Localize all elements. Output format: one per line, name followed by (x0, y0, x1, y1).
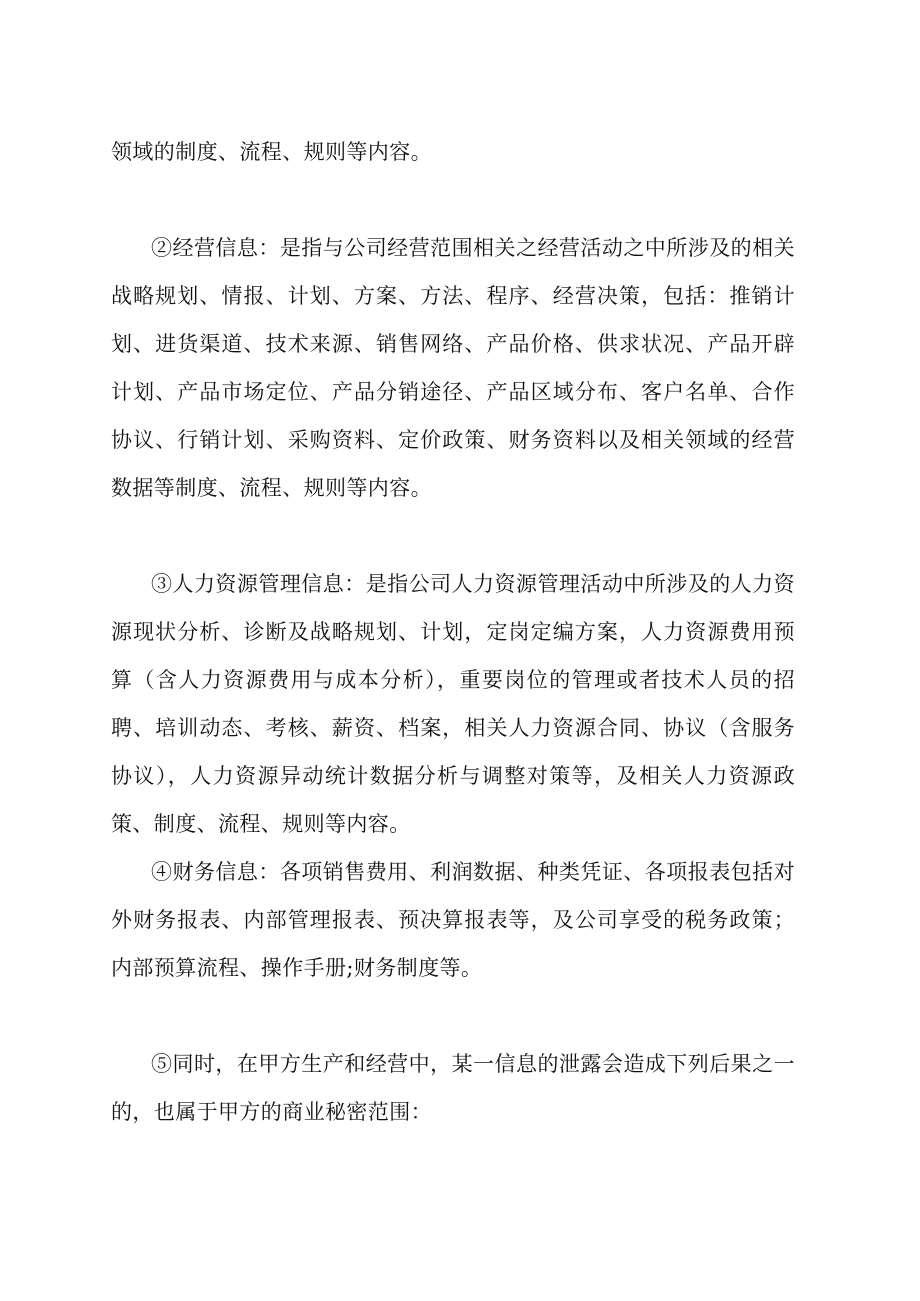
paragraph-financial-information: ④财务信息：各项销售费用、利润数据、种类凭证、各项报表包括对外财务报表、内部管理报表、预决算报表等，及公司享受的税务政策；内部预算流程、操作手册;财务制度等。 (111, 860, 795, 980)
paragraph-trade-secret-scope: ⑤同时，在甲方生产和经营中，某一信息的泄露会造成下列后果之一的，也属于甲方的商业秘密范围： (111, 1052, 795, 1124)
paragraph-hr-information: ③人力资源管理信息：是指公司人力资源管理活动中所涉及的人力资源现状分析、诊断及战略规划、计划，定岗定编方案，人力资源费用预算（含人力资源费用与成本分析），重要岗位的管理或者技术人员的招聘、培训动态、考核、薪资、档案，相关人力资源合同、协议（含服务协议），人力资源异动统计数据分析与调整对策等，及相关人力资源政策、制度、流程、规则等内容。 (111, 572, 795, 836)
paragraph-business-information: ②经营信息：是指与公司经营范围相关之经营活动之中所涉及的相关战略规划、情报、计划、方案、方法、程序、经营决策，包括：推销计划、进货渠道、技术来源、销售网络、产品价格、供求状况、产品开辟计划、产品市场定位、产品分销途径、产品区域分布、客户名单、合作协议、行销计划、采购资料、定价政策、财务资料以及相关领域的经营数据等制度、流程、规则等内容。 (111, 236, 795, 500)
paragraph-continuation: 领域的制度、流程、规则等内容。 (111, 140, 432, 164)
